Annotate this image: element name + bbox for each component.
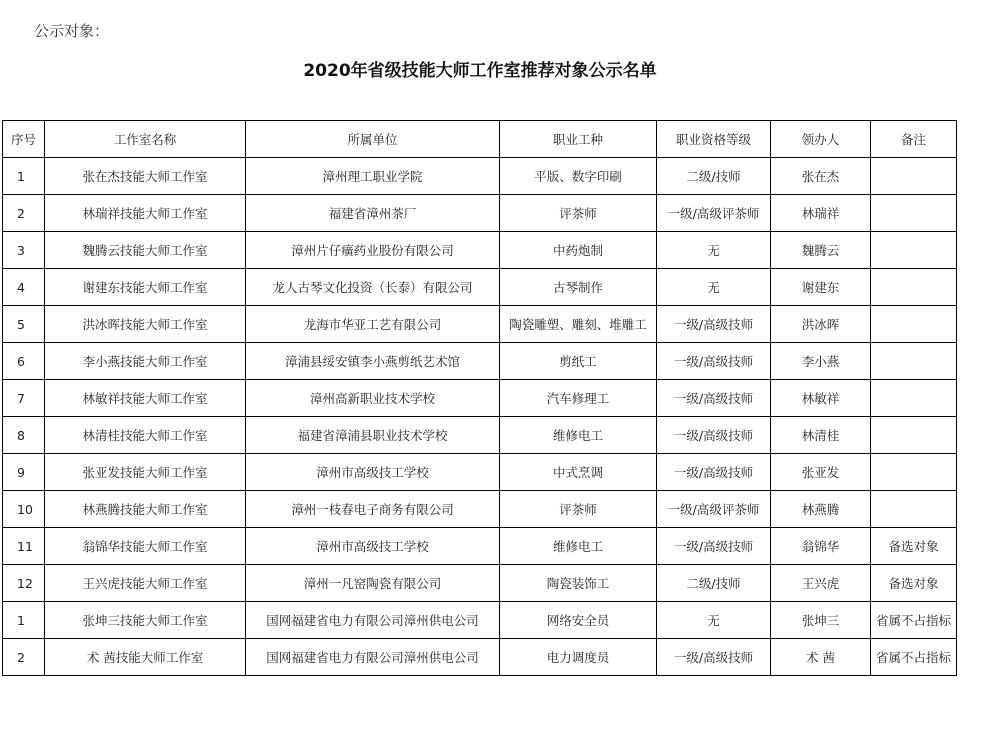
cell-remark — [871, 306, 957, 343]
cell-level: 一级/高级技师 — [657, 417, 771, 454]
cell-remark — [871, 232, 957, 269]
cell-remark: 备选对象 — [871, 565, 957, 602]
cell-occupation: 剪纸工 — [500, 343, 657, 380]
cell-index: 7 — [3, 380, 45, 417]
table-body — [3, 158, 957, 676]
cell-unit: 福建省漳浦县职业技术学校 — [246, 417, 500, 454]
cell-level: 一级/高级评茶师 — [657, 491, 771, 528]
col-header-level: 职业资格等级 — [657, 121, 771, 158]
cell-studio: 张在杰技能大师工作室 — [45, 158, 246, 195]
cell-occupation: 陶瓷雕塑、雕刻、堆雕工 — [500, 306, 657, 343]
col-header-unit: 所属单位 — [246, 121, 500, 158]
cell-leader: 翁锦华 — [771, 528, 871, 565]
cell-leader: 林敏祥 — [771, 380, 871, 417]
table-row — [3, 195, 957, 232]
cell-occupation: 维修电工 — [500, 528, 657, 565]
cell-index: 1 — [3, 158, 45, 195]
cell-occupation: 电力调度员 — [500, 639, 657, 676]
cell-leader: 林瑞祥 — [771, 195, 871, 232]
cell-index: 9 — [3, 454, 45, 491]
cell-leader: 林燕腾 — [771, 491, 871, 528]
cell-leader: 林清桂 — [771, 417, 871, 454]
cell-index: 2 — [3, 639, 45, 676]
cell-level: 一级/高级技师 — [657, 343, 771, 380]
col-header-remark: 备注 — [871, 121, 957, 158]
cell-occupation: 中药炮制 — [500, 232, 657, 269]
cell-remark: 省属不占指标 — [871, 602, 957, 639]
table-row — [3, 417, 957, 454]
cell-unit: 龙人古琴文化投资（长泰）有限公司 — [246, 269, 500, 306]
cell-unit: 漳州片仔癀药业股份有限公司 — [246, 232, 500, 269]
cell-level: 无 — [657, 232, 771, 269]
cell-leader: 魏腾云 — [771, 232, 871, 269]
cell-remark — [871, 158, 957, 195]
cell-unit: 漳州理工职业学院 — [246, 158, 500, 195]
cell-remark — [871, 343, 957, 380]
cell-index: 1 — [3, 602, 45, 639]
notice-label: 公示对象： — [34, 22, 110, 40]
table-row — [3, 454, 957, 491]
cell-studio: 洪冰晖技能大师工作室 — [45, 306, 246, 343]
cell-occupation: 维修电工 — [500, 417, 657, 454]
cell-index: 11 — [3, 528, 45, 565]
cell-index: 6 — [3, 343, 45, 380]
cell-index: 3 — [3, 232, 45, 269]
cell-unit: 漳州市高级技工学校 — [246, 454, 500, 491]
cell-leader: 术 茜 — [771, 639, 871, 676]
table-row — [3, 380, 957, 417]
cell-studio: 林清桂技能大师工作室 — [45, 417, 246, 454]
cell-unit: 国网福建省电力有限公司漳州供电公司 — [246, 602, 500, 639]
cell-level: 二级/技师 — [657, 158, 771, 195]
cell-leader: 李小燕 — [771, 343, 871, 380]
col-header-studio: 工作室名称 — [45, 121, 246, 158]
cell-remark — [871, 380, 957, 417]
cell-unit: 福建省漳州茶厂 — [246, 195, 500, 232]
col-header-index: 序号 — [3, 121, 45, 158]
cell-index: 4 — [3, 269, 45, 306]
cell-occupation: 陶瓷装饰工 — [500, 565, 657, 602]
cell-remark — [871, 491, 957, 528]
table-row — [3, 491, 957, 528]
cell-remark — [871, 417, 957, 454]
cell-index: 5 — [3, 306, 45, 343]
table-row — [3, 639, 957, 676]
cell-index: 8 — [3, 417, 45, 454]
cell-remark — [871, 269, 957, 306]
cell-level: 无 — [657, 269, 771, 306]
cell-occupation: 评茶师 — [500, 195, 657, 232]
cell-occupation: 评茶师 — [500, 491, 657, 528]
cell-level: 一级/高级技师 — [657, 528, 771, 565]
cell-occupation: 平版、数字印刷 — [500, 158, 657, 195]
table-row — [3, 269, 957, 306]
table-row — [3, 232, 957, 269]
cell-level: 一级/高级技师 — [657, 380, 771, 417]
cell-leader: 张亚发 — [771, 454, 871, 491]
cell-unit: 漳州市高级技工学校 — [246, 528, 500, 565]
cell-studio: 谢建东技能大师工作室 — [45, 269, 246, 306]
cell-unit: 国网福建省电力有限公司漳州供电公司 — [246, 639, 500, 676]
table-row — [3, 565, 957, 602]
cell-level: 二级/技师 — [657, 565, 771, 602]
cell-studio: 林燕腾技能大师工作室 — [45, 491, 246, 528]
cell-studio: 张坤三技能大师工作室 — [45, 602, 246, 639]
cell-remark — [871, 454, 957, 491]
header-row — [3, 121, 957, 158]
roster-table — [2, 120, 957, 676]
table-row — [3, 528, 957, 565]
cell-index: 12 — [3, 565, 45, 602]
cell-studio: 术 茜技能大师工作室 — [45, 639, 246, 676]
table-row — [3, 158, 957, 195]
cell-leader: 谢建东 — [771, 269, 871, 306]
col-header-occupation: 职业工种 — [500, 121, 657, 158]
cell-remark — [871, 195, 957, 232]
cell-occupation: 古琴制作 — [500, 269, 657, 306]
cell-occupation: 网络安全员 — [500, 602, 657, 639]
cell-occupation: 汽车修理工 — [500, 380, 657, 417]
cell-unit: 漳州高新职业技术学校 — [246, 380, 500, 417]
cell-level: 一级/高级技师 — [657, 454, 771, 491]
table-row — [3, 602, 957, 639]
table-row — [3, 343, 957, 380]
cell-studio: 魏腾云技能大师工作室 — [45, 232, 246, 269]
cell-leader: 王兴虎 — [771, 565, 871, 602]
cell-studio: 李小燕技能大师工作室 — [45, 343, 246, 380]
cell-leader: 洪冰晖 — [771, 306, 871, 343]
cell-unit: 漳浦县绥安镇李小燕剪纸艺术馆 — [246, 343, 500, 380]
cell-level: 一级/高级技师 — [657, 306, 771, 343]
cell-remark: 省属不占指标 — [871, 639, 957, 676]
cell-unit: 漳州一枝春电子商务有限公司 — [246, 491, 500, 528]
cell-studio: 翁锦华技能大师工作室 — [45, 528, 246, 565]
cell-studio: 林瑞祥技能大师工作室 — [45, 195, 246, 232]
document-title: 2020年省级技能大师工作室推荐对象公示名单 — [303, 61, 657, 81]
cell-level: 无 — [657, 602, 771, 639]
cell-unit: 龙海市华亚工艺有限公司 — [246, 306, 500, 343]
cell-index: 10 — [3, 491, 45, 528]
table-row — [3, 306, 957, 343]
cell-studio: 王兴虎技能大师工作室 — [45, 565, 246, 602]
cell-index: 2 — [3, 195, 45, 232]
cell-leader: 张在杰 — [771, 158, 871, 195]
cell-leader: 张坤三 — [771, 602, 871, 639]
cell-level: 一级/高级评茶师 — [657, 195, 771, 232]
cell-remark: 备选对象 — [871, 528, 957, 565]
cell-studio: 张亚发技能大师工作室 — [45, 454, 246, 491]
cell-level: 一级/高级技师 — [657, 639, 771, 676]
col-header-leader: 领办人 — [771, 121, 871, 158]
table-header — [3, 121, 957, 158]
cell-occupation: 中式烹调 — [500, 454, 657, 491]
cell-studio: 林敏祥技能大师工作室 — [45, 380, 246, 417]
cell-unit: 漳州一凡窑陶瓷有限公司 — [246, 565, 500, 602]
